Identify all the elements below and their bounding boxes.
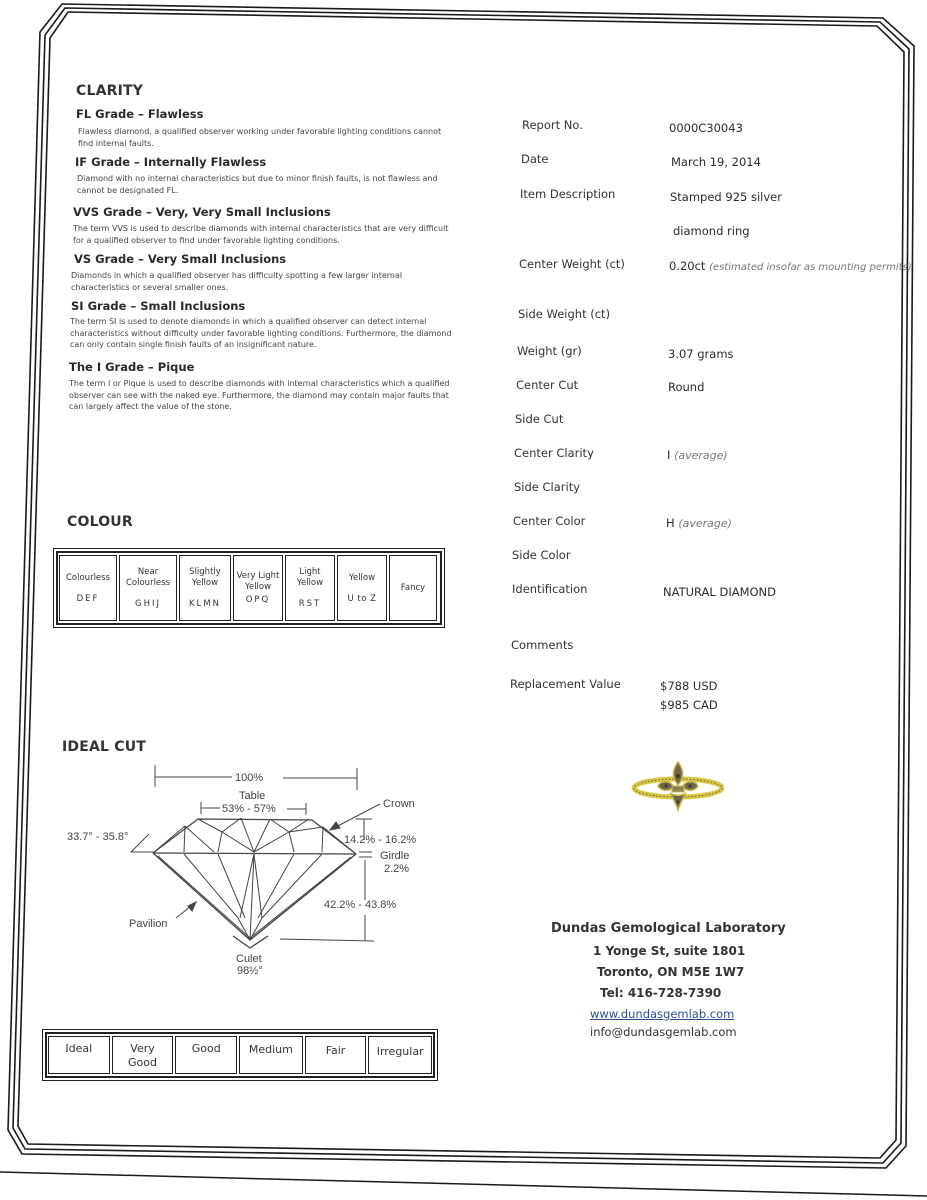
ring-photo bbox=[628, 758, 728, 828]
center-clarity-value bbox=[667, 448, 728, 462]
center-color-value bbox=[666, 516, 732, 530]
lab-name: Dundas Gemological Laboratory bbox=[551, 921, 786, 936]
colour-cell-name: Yellow bbox=[348, 572, 376, 583]
weight-gr-label: Weight (gr) bbox=[517, 344, 582, 358]
clarity-heading: CLARITY bbox=[76, 83, 144, 99]
clarity-grade-i-desc: The term I or Pique is used to describe diamonds with internal characteristics which a qualified observer can see with the naked eye. Furthermore, the diamond may contain major faults that can largely affect the value of the stone. bbox=[69, 379, 450, 411]
diagram-diameter-label: 100% bbox=[235, 772, 264, 784]
center-cut-value: Round bbox=[668, 380, 705, 394]
replacement-value-usd: $788 USD bbox=[660, 679, 718, 693]
center-weight-note: (estimated insofar as mounting permits) bbox=[709, 262, 912, 273]
colour-cell-name: Near Colourless bbox=[125, 567, 171, 588]
colour-cell-grades: DEF bbox=[76, 593, 100, 604]
clarity-grade-fl-desc: Flawless diamond, a qualified observer working under favorable lighting conditions cannot find internal faults. bbox=[78, 127, 442, 148]
center-color-grade: H bbox=[666, 516, 675, 530]
center-weight-number: 0.20ct bbox=[669, 259, 706, 273]
ideal-cut-heading: IDEAL CUT bbox=[62, 739, 147, 755]
clarity-grade-i-title: The I Grade – Pique bbox=[69, 360, 195, 374]
colour-cell-grades: GHIJ bbox=[135, 599, 161, 609]
colour-cell-grades: KLMN bbox=[188, 599, 221, 609]
colour-cell-name: Light Yellow bbox=[296, 567, 324, 588]
cut-grade-very-good: Very Good bbox=[112, 1036, 174, 1074]
cut-grade-good: Good bbox=[175, 1036, 237, 1074]
diagram-pavilion-label: Pavilion bbox=[129, 918, 168, 930]
side-cut-label: Side Cut bbox=[515, 412, 564, 426]
clarity-grade-if-title: IF Grade – Internally Flawless bbox=[75, 155, 267, 169]
colour-cell-name: Slightly Yellow bbox=[189, 567, 221, 588]
colour-cell-grades: RST bbox=[298, 599, 322, 609]
center-weight-label: Center Weight (ct) bbox=[519, 257, 625, 271]
weight-gr-value: 3.07 grams bbox=[668, 347, 734, 361]
center-color-note: (average) bbox=[678, 517, 732, 530]
clarity-grade-if-desc: Diamond with no internal characteristics but due to minor finish faults, is not flawless and cannot be designated FL. bbox=[77, 174, 438, 195]
cut-grade-fair: Fair bbox=[305, 1036, 367, 1074]
identification-value: NATURAL DIAMOND bbox=[663, 585, 777, 599]
clarity-grade-vvs-title: VVS Grade – Very, Very Small Inclusions bbox=[73, 205, 331, 219]
clarity-grade-vvs-desc: The term VVS is used to describe diamonds with internal characteristics that are very difficult for a qualified observer to find under favorable lighting conditions. bbox=[73, 224, 449, 245]
diagram-crown-height: 14.2% - 16.2% bbox=[344, 834, 417, 846]
report-no-value: 0000C30043 bbox=[669, 121, 743, 135]
cut-grade-irregular: Irregular bbox=[368, 1036, 432, 1074]
clarity-grade-fl-title: FL Grade – Flawless bbox=[76, 107, 204, 121]
diagram-girdle-label: Girdle bbox=[380, 850, 410, 862]
item-description-label: Item Description bbox=[520, 187, 616, 201]
center-clarity-grade: I bbox=[667, 448, 671, 462]
side-color-label: Side Color bbox=[512, 548, 571, 562]
center-color-label: Center Color bbox=[513, 514, 586, 528]
lab-address-line1: 1 Yonge St, suite 1801 bbox=[593, 944, 746, 958]
colour-cell-name: Very Light Yellow bbox=[236, 571, 280, 592]
lab-website-link[interactable]: www.dundasgemlab.com bbox=[590, 1007, 735, 1021]
center-clarity-note: (average) bbox=[674, 449, 728, 462]
colour-cell-name: Colourless bbox=[65, 572, 111, 583]
date-label: Date bbox=[521, 152, 549, 166]
colour-heading: COLOUR bbox=[67, 514, 133, 530]
cut-grade-table bbox=[45, 1032, 435, 1078]
clarity-grade-vs-desc: Diamonds in which a qualified observer has difficulty spotting a few larger internal characteristics or several smaller ones. bbox=[71, 271, 403, 292]
cut-grade-ideal: Ideal bbox=[48, 1036, 110, 1074]
diagram-crown-angle: 33.7° - 35.8° bbox=[67, 831, 129, 843]
replacement-value-label: Replacement Value bbox=[510, 677, 621, 691]
center-cut-label: Center Cut bbox=[516, 378, 579, 392]
diagram-culet-angle: 98½° bbox=[237, 965, 263, 977]
lab-phone: Tel: 416-728-7390 bbox=[600, 986, 722, 1000]
diagram-pavilion-depth: 42.2% - 43.8% bbox=[324, 899, 397, 911]
center-clarity-label: Center Clarity bbox=[514, 446, 594, 460]
comments-label: Comments bbox=[511, 638, 574, 652]
cut-grade-medium: Medium bbox=[239, 1036, 303, 1074]
clarity-grade-si-desc: The term SI is used to denote diamonds in which a qualified observer can detect internal characteristics without difficulty under favorable lighting conditions. Furthermore, the diamond can only contain single finish faults of an insignificant nature. bbox=[70, 317, 452, 349]
clarity-grade-si-title: SI Grade – Small Inclusions bbox=[71, 299, 246, 313]
center-weight-value bbox=[669, 259, 912, 273]
diagram-girdle-value: 2.2% bbox=[384, 863, 410, 875]
diagram-table-label: Table bbox=[239, 790, 266, 802]
colour-cell-name: Fancy bbox=[400, 582, 426, 593]
replacement-value-cad: $985 CAD bbox=[660, 698, 718, 712]
diagram-table-range: 53% - 57% bbox=[222, 803, 276, 815]
side-weight-label: Side Weight (ct) bbox=[518, 307, 611, 321]
item-description-value-line2: diamond ring bbox=[673, 224, 750, 238]
report-no-label: Report No. bbox=[522, 118, 583, 132]
identification-label: Identification bbox=[512, 582, 588, 596]
diagram-crown-label: Crown bbox=[383, 798, 415, 810]
lab-address-line2: Toronto, ON M5E 1W7 bbox=[597, 965, 745, 979]
side-clarity-label: Side Clarity bbox=[514, 480, 581, 494]
diagram-culet-label: Culet bbox=[236, 953, 262, 965]
lab-email[interactable]: info@dundasgemlab.com bbox=[590, 1025, 737, 1039]
clarity-grade-vs-title: VS Grade – Very Small Inclusions bbox=[74, 252, 287, 266]
item-description-value: Stamped 925 silver bbox=[670, 190, 782, 204]
colour-cell-grades: U to Z bbox=[347, 593, 377, 604]
colour-cell-grades: OPQ bbox=[245, 595, 271, 605]
date-value: March 19, 2014 bbox=[671, 155, 761, 169]
